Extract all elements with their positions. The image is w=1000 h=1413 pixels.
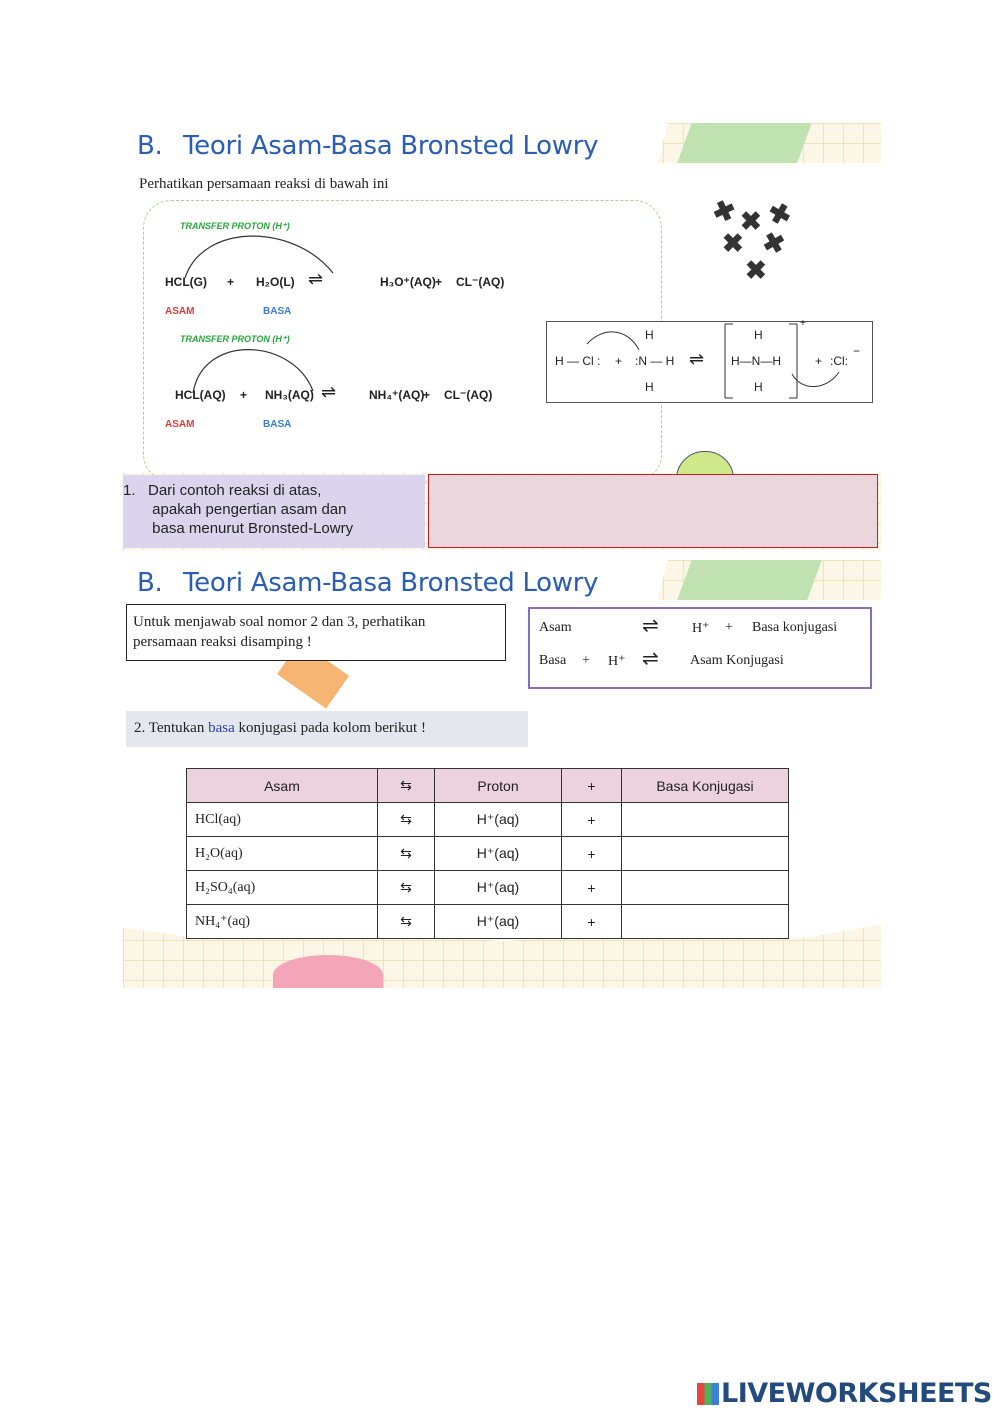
eq1-plus2: + xyxy=(435,275,443,289)
eq1-reactant2: H₂O(L) xyxy=(256,275,295,289)
cell-arrow: ⇆ xyxy=(378,803,435,837)
header-arrow: ⇆ xyxy=(378,769,435,803)
eq2-arrow: ⇌ xyxy=(321,382,337,402)
question-1-box xyxy=(123,475,425,548)
eq2-reactant2: NH₃(AQ) xyxy=(265,388,314,402)
cell-arrow: ⇆ xyxy=(378,871,435,905)
cell-proton: H⁺(aq) xyxy=(435,905,562,939)
eqbox-row1-plus: + xyxy=(725,620,733,635)
conjugate-equation-box xyxy=(528,607,872,689)
lewis-chloride: :Cl: xyxy=(830,354,848,368)
answer-field[interactable] xyxy=(622,803,789,837)
eq1-arrow: ⇌ xyxy=(308,269,324,289)
header-plus: + xyxy=(562,769,622,803)
header-proton: Proton xyxy=(435,769,562,803)
cell-proton: H⁺(aq) xyxy=(435,803,562,837)
cross-icon: ✖ xyxy=(708,193,740,229)
liveworksheets-logo: LIVEWORKSHEETS xyxy=(697,1378,992,1409)
header-basa-konjugasi: Basa Konjugasi xyxy=(622,769,789,803)
cross-icon: ✖ xyxy=(765,196,795,232)
lewis-charge-plus: + xyxy=(800,318,806,329)
cell-plus: + xyxy=(562,837,622,871)
eq2-base-label: BASA xyxy=(263,419,292,430)
eq1-base-label: BASA xyxy=(263,306,292,317)
cell-plus: + xyxy=(562,803,622,837)
cell-asam: H₂O(aq) xyxy=(187,837,378,871)
cross-icon: ✖ xyxy=(745,255,767,285)
lewis-bracket-h-bottom: H xyxy=(754,380,763,394)
cell-plus: + xyxy=(562,871,622,905)
eqbox-row1-arrow: ⇌ xyxy=(642,615,659,637)
table-row xyxy=(187,871,789,905)
conjugate-base-table xyxy=(186,768,789,939)
lewis-plus-2: + xyxy=(815,354,823,368)
intro-text: Perhatikan persamaan reaksi di bawah ini xyxy=(139,176,389,192)
eq2-reactant1: HCL(AQ) xyxy=(175,388,226,402)
question-2-bar xyxy=(126,711,528,747)
table-row xyxy=(187,837,789,871)
section-heading: B. Teori Asam-Basa Bronsted Lowry xyxy=(137,131,599,161)
decorative-pink-shape xyxy=(273,955,383,988)
eqbox-row2-left: Basa xyxy=(539,653,567,668)
cell-arrow: ⇆ xyxy=(378,905,435,939)
eq1-product2: CL⁻(AQ) xyxy=(456,275,505,289)
lewis-ammonium: H—N—H xyxy=(731,354,781,368)
eq1-product1: H₃O⁺(AQ) xyxy=(380,275,436,289)
table-header-row xyxy=(187,769,789,803)
eq2-plus2: + xyxy=(423,388,431,402)
lewis-arrow: ⇌ xyxy=(689,349,705,369)
eqbox-row2-h: H⁺ xyxy=(608,654,626,669)
cell-asam: NH₄⁺(aq) xyxy=(187,905,378,939)
lewis-h-top: H xyxy=(645,328,654,342)
answer-field[interactable] xyxy=(622,905,789,939)
cell-asam: H₂SO₄(aq) xyxy=(187,871,378,905)
cross-icon: ✖ xyxy=(759,225,789,261)
lewis-ammonia: :N — H xyxy=(635,354,675,368)
worksheet-panel-1 xyxy=(123,123,881,550)
lewis-plus-1: + xyxy=(615,354,623,368)
eq2-acid-label: ASAM xyxy=(165,419,195,430)
lewis-hcl: H — Cl : xyxy=(555,354,601,368)
eq1-plus: + xyxy=(227,275,235,289)
transfer-proton-label-1: TRANSFER PROTON (H⁺) xyxy=(180,221,290,231)
logo-icon xyxy=(697,1383,719,1405)
cell-asam: HCl(aq) xyxy=(187,803,378,837)
eq2-plus: + xyxy=(240,388,248,402)
answer-field[interactable] xyxy=(622,837,789,871)
cross-icon: ✖ xyxy=(740,206,762,236)
eqbox-row2-plus: + xyxy=(582,653,590,668)
eqbox-row2-right: Asam Konjugasi xyxy=(690,653,784,668)
lewis-bracket-h-top: H xyxy=(754,328,763,342)
lewis-h-bottom: H xyxy=(645,380,654,394)
eq2-product2: CL⁻(AQ) xyxy=(444,388,493,402)
cell-proton: H⁺(aq) xyxy=(435,871,562,905)
instruction-text: Untuk menjawab soal nomor 2 dan 3, perhatikan persamaan reaksi disamping ! xyxy=(133,614,426,650)
lewis-charge-minus: − xyxy=(853,344,861,358)
table-row xyxy=(187,803,789,837)
eq1-acid-label: ASAM xyxy=(165,306,195,317)
answer-1-field[interactable] xyxy=(428,474,878,548)
eqbox-row1-right: Basa konjugasi xyxy=(752,620,838,635)
eq1-reactant1: HCL(G) xyxy=(165,275,207,289)
instruction-box xyxy=(126,604,506,661)
section-heading: B. Teori Asam-Basa Bronsted Lowry xyxy=(137,568,599,598)
eqbox-row2-arrow: ⇌ xyxy=(642,648,659,670)
answer-field[interactable] xyxy=(622,871,789,905)
cell-arrow: ⇆ xyxy=(378,837,435,871)
eqbox-row1-h: H⁺ xyxy=(692,621,710,636)
transfer-proton-label-2: TRANSFER PROTON (H⁺) xyxy=(180,334,290,344)
table-row xyxy=(187,905,789,939)
header-asam: Asam xyxy=(187,769,378,803)
question-1-text: 1. Dari contoh reaksi di atas, apakah pengertian asam dan basa menurut Bronsted-Lowry xyxy=(123,482,354,537)
eq2-product1: NH₄⁺(AQ) xyxy=(369,388,425,402)
lewis-structure-box xyxy=(546,318,873,403)
eqbox-row1-left: Asam xyxy=(539,620,572,635)
cell-proton: H⁺(aq) xyxy=(435,837,562,871)
cross-icon: ✖ xyxy=(722,228,744,258)
cell-plus: + xyxy=(562,905,622,939)
question-2-text: 2. Tentukan basa konjugasi pada kolom berikut ! xyxy=(134,720,426,736)
